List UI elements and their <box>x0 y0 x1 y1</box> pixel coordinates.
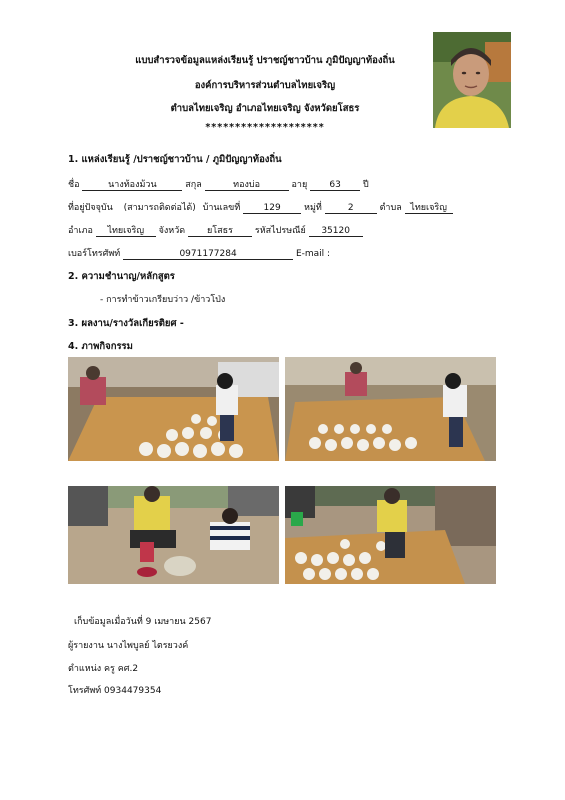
collection-date: เก็บข้อมูลเมื่อวันที่ 9 เมษายน 2567 <box>74 617 212 627</box>
name-value: นางท้องม้วน <box>82 180 182 191</box>
activity-photo-2 <box>285 357 496 461</box>
house-value: 129 <box>243 203 301 214</box>
province-label: จังหวัด <box>158 226 186 236</box>
section-1-title: 1. แหล่งเรียนรู้ /ปราชญ์ชาวบ้าน / ภูมิปัญญาท้องถิ่น <box>68 154 282 165</box>
surname-value: ทองบ่อ <box>205 180 289 191</box>
name-row <box>68 177 369 191</box>
reporter-phone: โทรศัพท์ 0934479354 <box>68 686 162 696</box>
amphoe-label: อำเภอ <box>68 226 93 236</box>
amphoe-value: ไทยเจริญ <box>96 226 156 237</box>
age-value: 63 <box>310 180 360 191</box>
address-label: ที่อยู่ปัจจุบัน <box>68 203 113 213</box>
contact-row <box>68 246 330 260</box>
postal-label: รหัสไปรษณีย์ <box>254 226 306 236</box>
postal-value: 35120 <box>309 226 363 237</box>
reporter-position: ตำแหน่ง ครู คศ.2 <box>68 664 139 674</box>
moo-label: หมู่ที่ <box>304 203 322 213</box>
reporter-name: ผู้รายงาน นางไพบูลย์ ไตรยวงค์ <box>68 641 189 651</box>
address-row <box>68 200 453 214</box>
form-title: แบบสำรวจข้อมูลแหล่งเรียนรู้ ปราชญ์ชาวบ้าน ภูมิปัญญาท้องถิ่น <box>135 55 395 66</box>
tambon-value: ไทยเจริญ <box>405 203 453 214</box>
email-label: E-mail : <box>295 249 331 259</box>
location-line: ตำบลไทยเจริญ อำเภอไทยเจริญ จังหวัดยโสธร <box>170 103 360 114</box>
district-row <box>68 223 363 237</box>
phone-value: 0971177284 <box>123 249 293 260</box>
expertise-item: - การทำข้าวเกรียบว่าว /ข้าวโป่ง <box>100 295 226 305</box>
section-4-title: 4. ภาพกิจกรรม <box>68 341 133 352</box>
organization-name: องค์การบริหารส่วนตำบลไทยเจริญ <box>194 80 336 91</box>
name-label: ชื่อ <box>68 180 80 190</box>
province-value: ยโสธร <box>188 226 252 237</box>
phone-label: เบอร์โทรศัพท์ <box>68 249 121 259</box>
activity-photo-4 <box>285 486 496 584</box>
activity-photo-3 <box>68 486 279 584</box>
house-label: บ้านเลขที่ <box>202 203 241 213</box>
surname-label: สกุล <box>185 180 202 190</box>
section-2-title: 2. ความชำนาญ/หลักสูตร <box>68 271 175 282</box>
activity-photo-1 <box>68 357 279 461</box>
age-label: อายุ <box>291 180 308 190</box>
age-unit: ปี <box>362 180 369 190</box>
section-3-title: 3. ผลงาน/รางวัลเกียรติยศ - <box>68 318 184 329</box>
address-note: (สามารถติดต่อได้) <box>123 203 196 213</box>
portrait-photo <box>433 32 511 128</box>
separator-stars: ******************** <box>205 122 325 133</box>
moo-value: 2 <box>325 203 377 214</box>
tambon-label: ตำบล <box>379 203 402 213</box>
